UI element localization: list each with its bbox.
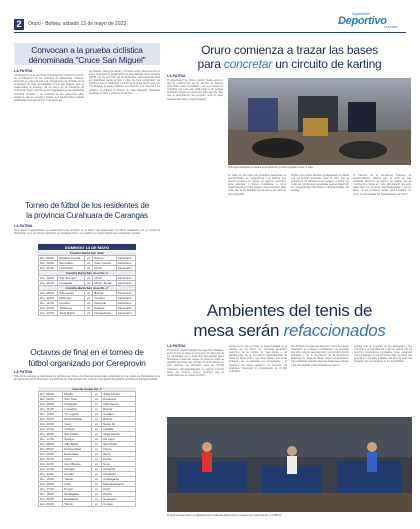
table-cell: Bolívar	[102, 417, 136, 422]
table-cell: vs.	[86, 256, 91, 260]
table-cell: Hrs. 19:00	[39, 497, 63, 502]
table-cell: Hrs. 13:00	[39, 311, 58, 316]
table-cell: Caracollo	[102, 472, 136, 477]
cycling-body-col2: La, Damas (categoría única) y Ciclistas entre categorías de 16 años. La prueba se desarrollará en la modalidad Cross Country (MTB) con un recorrido de 16 kilómetros cada categoría para ser habilitada según el tipo y nivel de cada competidor, las inscripciones se realizarán a partir de la fecha previo pago de 5 bolivianos, al mismo teléfono de contacto. Con relación a los premios, el primero al tercero de cada categoría obtendrán medallas, trofeos y premios en efectivo.	[89, 70, 160, 95]
tenis-title-pre: mesa serán	[193, 321, 284, 340]
table-cell: Hrs. 11:00	[39, 407, 63, 412]
tenis-body-col2: Situación de que los tenis de mesa trabajan en el cambio de los pisos del principal escenario deportivo de la ciudad, la cual afecta a las instalaciones de la Asociación Departamental de Tenis de Mesa Oruro, que hace tiempo que viene pidiendo que se atiendan sus necesidades y la refacción de estos espacios, el proyecto de refacción contempla un presupuesto de 19.500 bolivianos.	[229, 345, 287, 373]
table-row	[39, 296, 136, 301]
football-source: LA PATRIA	[14, 224, 33, 228]
table-cell: Hrs. 10:00	[39, 296, 58, 301]
table-cell: vs.	[92, 432, 102, 437]
page-header	[14, 12, 406, 32]
table-cell: vs.	[92, 407, 102, 412]
octavos-body: Este fin de semana se disputarán los partidos de octavos de final del campeonato organizado por el Centro de Residentes de la Provincia Saucarí (Cereprovin). La directiva de esta entidad, hizo conocer el programa de partidos que tiene el siguiente detalle.	[14, 375, 160, 382]
table-row	[39, 291, 136, 296]
table-row	[39, 502, 136, 507]
table-cell: vs.	[86, 276, 91, 280]
table-cell: Hrs. 13:00	[39, 467, 63, 472]
table-cell: Bolívar	[102, 407, 136, 412]
table-cell: Hrs. 17:00	[39, 487, 63, 492]
table-cell: vs.	[86, 266, 91, 270]
table-cell: La Florida	[58, 266, 85, 271]
table-cell: vs.	[86, 261, 91, 265]
table-row	[39, 301, 136, 306]
table-cell: Tecla Balza	[58, 311, 85, 316]
table-cell: San Martín	[63, 432, 92, 437]
table-cell: Hrs. 09:00	[39, 256, 58, 261]
tenis-body-col1: El Servicio Departamental de Deportes (Sedede), anunció que se tiene un proyecto de refacción de los ambientes en la Casa Sur del estadio Jesús Bermúdez donde las mesas de tenis de mesa se deberán funcionar las oficinas de la asociación de este deporte. La inversión será de 19.500 bolivianos aproximadamente, se espera concluir antes del próximo torneo nacional que se desarrollará en la ciudad de Oruro.	[167, 349, 224, 377]
cycling-title-line2: denominada "Cruce San Miguel"	[28, 55, 146, 65]
table-cell: vs.	[92, 422, 102, 427]
table-cell: Esmeralda	[63, 452, 92, 457]
football-fixture-table	[38, 255, 136, 316]
table-cell: Hrs. 11:00	[39, 301, 58, 306]
table-cell: vs.	[92, 502, 102, 507]
table-cell: Ascensión	[116, 256, 135, 261]
table-row	[39, 266, 136, 271]
tenis-photo-caption: El tenis de mesa tiene su infraestructura bastante deteriorada y requiere ser refaccionada. (La Patria)	[167, 514, 282, 517]
table-section: Cancha Barra San Jose No. 1	[39, 271, 136, 276]
table-cell: Iberia	[102, 452, 136, 457]
tenis-source: LA PATRIA	[167, 344, 186, 348]
table-cell: Tolas Azules	[102, 392, 136, 397]
table-row	[39, 311, 136, 316]
table-cell: Castilla	[102, 427, 136, 432]
tenis-photo-image	[167, 417, 412, 512]
table-cell: Hrs. 08:00	[39, 392, 63, 397]
table-cell: Flores	[102, 447, 136, 452]
table-cell: Hrs. 11:00	[39, 266, 58, 271]
table-cell: Villa Belén	[63, 442, 92, 447]
table-cell: Ascensión	[116, 296, 135, 301]
table-cell: Eucaliptus	[63, 497, 92, 502]
table-cell: vs.	[92, 472, 102, 477]
article-cycling	[14, 43, 160, 193]
table-cell: vs.	[92, 427, 102, 432]
tenis-title-line2	[167, 321, 412, 341]
table-cell: Cairo	[63, 422, 92, 427]
page-number: 2	[14, 19, 24, 30]
table-cell: Tu Legado	[63, 412, 92, 417]
table-cell: Antofagasta	[102, 477, 136, 482]
brand-main: Deportivo	[338, 15, 387, 27]
table-cell: Hrs. 10:00	[39, 402, 63, 407]
table-cell: Hrs. 09:00	[39, 291, 58, 296]
table-cell: vs.	[92, 417, 102, 422]
octavos-fixture-table	[38, 391, 136, 507]
table-cell: Hrs. 10:00	[39, 261, 58, 266]
table-cell: Hrs. 09:00	[39, 397, 63, 402]
karting-body-col2: Se trata de una obra que permitirá desarrollar el automovilismo de competencia y el karting. Los pilotos orureños no tienen un espacio adecuado para entrenar y deben trasladarse a otros departamentos, lo que genera costos elevados para cada una de las familias que apoyan a sus hijos en esta disciplina.	[228, 174, 286, 196]
tenis-body-col3: Sin embargo se sabe que algunos y tiene un amplio calendario de torneos y actividades y se pretende que este espacio sea mejorado con la refacción del ambiente y de la Asociación de la Federación Boliviana de Tenis de Mesa. Según se estableció, este ambiente requiere mejoras desde hace tiempo y las autoridades comprometieron su apoyo.	[291, 345, 349, 367]
table-cell: Hrs. 16:00	[39, 432, 63, 437]
table-cell: Ascensión	[116, 311, 135, 316]
table-cell: vs.	[86, 311, 91, 315]
table-cell: vs.	[92, 482, 102, 487]
table-cell: Ascensión	[116, 266, 135, 271]
table-cell: Wokman	[58, 296, 85, 301]
table-cell: Hrs. 10:00	[39, 276, 58, 281]
karting-photo-caption: Seis departamentos ya tienen su kartódromo y Oruro requiere tener el suyo.	[228, 166, 314, 169]
table-cell: Bolívar	[93, 291, 116, 296]
karting-title-post: un circuito de karting	[272, 57, 382, 71]
table-cell: Sucapata	[63, 402, 92, 407]
karting-photo-image	[228, 78, 411, 165]
table-cell: Pampa Real	[63, 447, 92, 452]
karting-source: LA PATRIA	[167, 74, 186, 78]
football-title-line2: la provincia Curahuara de Carangas	[26, 211, 148, 220]
table-cell: Cruz Blanca	[63, 462, 92, 467]
table-cell: San Pedro	[102, 442, 136, 447]
table-cell: Hrs. 14:00	[39, 422, 63, 427]
table-cell: Urkupiña	[102, 467, 136, 472]
table-cell: vs.	[92, 462, 102, 467]
tenis-photo	[167, 417, 412, 512]
octavos-table-title: Cancha Amber No. 2	[38, 387, 136, 391]
table-cell: Hrs. 15:00	[39, 427, 63, 432]
table-row	[39, 306, 136, 311]
table-cell: Toledo	[63, 477, 92, 482]
table-section: Cancha Barra San Jose No. 2	[39, 286, 136, 291]
table-cell: Hrs. 15:00	[39, 477, 63, 482]
table-row	[39, 256, 136, 261]
table-cell: Poopó	[63, 487, 92, 492]
table-cell: Mojilla	[63, 392, 92, 397]
table-cell: Santa Fe	[102, 422, 136, 427]
table-cell: vs.	[92, 477, 102, 482]
table-cell: Condor	[63, 472, 92, 477]
karting-title-line1: Oruro comienza a trazar las bases	[201, 43, 378, 57]
table-cell: Villa Hueco	[102, 402, 136, 407]
table-cell: Hrs. 11:00	[39, 457, 63, 462]
table-cell: Ibuong	[93, 256, 116, 261]
table-cell: Inti Yapu	[102, 437, 136, 442]
table-cell: Hrs. 09:00	[39, 447, 63, 452]
article-octavos	[14, 347, 160, 517]
table-cell: vs.	[92, 442, 102, 447]
table-cell: vs.	[92, 452, 102, 457]
table-cell: Pazña	[102, 492, 136, 497]
table-cell: Peñas	[102, 457, 136, 462]
table-cell: Hrs. 20:00	[39, 502, 63, 507]
table-row	[39, 261, 136, 266]
dateline: Oruro - Bolivia, sábado 13 de mayo de 2023	[28, 21, 127, 27]
table-cell: Ascensión	[116, 301, 135, 306]
table-cell: Cordero	[93, 296, 116, 301]
table-cell: Challapata	[63, 492, 92, 497]
karting-photo	[228, 78, 411, 165]
table-cell: Pisonkuwa	[58, 291, 85, 296]
table-cell: Hrs. 12:00	[39, 306, 58, 311]
article-karting	[167, 43, 412, 213]
table-cell: vs.	[92, 412, 102, 417]
article-tenis	[167, 301, 412, 521]
table-cell: Hrs. 16:00	[39, 482, 63, 487]
tenis-body-col4: Agregó que el proyecto ya fue entregado y fue conocido a la Gobernación y que se cuenta con los recursos económicos necesarios para comenzar con los trabajos en los próximos días, se prevé que la obra se concluirá a finales del mes de junio del presente año en beneficio de los deportistas.	[354, 345, 412, 364]
table-cell: Unión	[93, 276, 116, 281]
karting-title-line2	[167, 57, 412, 71]
table-cell: Achaya	[63, 427, 92, 432]
tenis-title-line1: Ambientes del tenis de	[206, 301, 373, 320]
table-cell: vs.	[86, 291, 91, 295]
table-cell: Cordero	[58, 301, 85, 306]
header-rule	[14, 32, 406, 33]
table-cell: vs.	[92, 402, 102, 407]
karting-body-col4: El director de la Asociación Orureña de Automovilismo, explicó que la obra es una demanda histórica del sector. Se estima que la construcción tenga un costo aproximado que será financiado con recursos departamentales y que se inicie en los próximos meses para beneficio de todos los deportistas del departamento de Oruro.	[353, 174, 411, 196]
table-cell: vs.	[92, 497, 102, 502]
table-cell: vs.	[92, 397, 102, 402]
table-cell: vs.	[86, 301, 91, 305]
karting-title-highlight: concretar	[223, 57, 273, 71]
table-cell: Machacamarca	[102, 482, 136, 487]
table-cell: Soracachi	[102, 497, 136, 502]
table-row	[39, 281, 136, 286]
table-cell: Tacahuay	[58, 306, 85, 311]
football-table-title: DOMINGO 14 DE MAYO	[64, 244, 110, 250]
table-cell: vs.	[92, 392, 102, 397]
octavos-source: LA PATRIA	[14, 370, 33, 374]
table-cell: Hrs. 08:00	[39, 442, 63, 447]
table-cell: Hrs. 11:00	[39, 281, 58, 286]
table-cell: Hrs. 17:00	[39, 437, 63, 442]
brand-logo	[332, 12, 406, 30]
table-cell: Hrs. 14:00	[39, 472, 63, 477]
table-cell: Hrs. 18:00	[39, 492, 63, 497]
table-cell: Chuquichuru	[93, 311, 116, 316]
table-cell: Nacional	[93, 301, 116, 306]
table-cell: vs.	[92, 437, 102, 442]
tenis-title-highlight: refaccionados	[283, 321, 386, 340]
table-cell: Coyapata	[58, 281, 85, 286]
table-cell: San Juan	[63, 397, 92, 402]
football-title-line1: Torneo de fútbol de los residentes de	[25, 201, 149, 210]
table-cell: vs.	[86, 296, 91, 300]
football-body: Intercambio comprometido se desarrollará este domingo en el marco del campeonato de fútbol organizado por el Centro de Residentes de la provincia Curahuara de Carangas Oruro. Los partidos se desarrollarán bajo el siguiente detalle.	[14, 229, 160, 236]
karting-title-pre: para	[197, 57, 224, 71]
karting-body-col3: Explicó que según estudios preliminares se cuenta con un terreno adecuado para la obra, que se ubicará en las afueras de la ciudad y contará con todas las condiciones necesarias para el desarrollo de competencias nacionales e internacionales del karting.	[291, 174, 349, 193]
brand-small: Suplemento	[352, 12, 371, 16]
table-cell: vs.	[86, 306, 91, 310]
table-cell: Ascensión	[116, 306, 135, 311]
table-cell: Corque	[102, 502, 136, 507]
table-cell: The Stronger	[58, 276, 85, 281]
article-football-curahuara	[14, 201, 160, 351]
table-cell: vs.	[92, 457, 102, 462]
table-cell: Ascensión	[116, 291, 135, 296]
table-cell: Obrajes	[63, 467, 92, 472]
table-cell: Hrs. 13:00	[39, 417, 63, 422]
table-cell: Unión	[93, 266, 116, 271]
table-cell: Juan Condor	[93, 261, 116, 266]
table-cell: Dreamers	[102, 397, 136, 402]
table-cell: Hrs. 12:00	[39, 462, 63, 467]
table-cell: vs.	[92, 487, 102, 492]
table-cell: vs.	[92, 467, 102, 472]
table-cell: Ascensión	[116, 261, 135, 266]
football-table-subtitle: Cancha Santa San Juan	[38, 251, 136, 255]
table-cell: Ayuta	[63, 457, 92, 462]
table-cell: Totora	[63, 502, 92, 507]
table-cell: Sora	[102, 462, 136, 467]
table-cell: Ascensión	[116, 276, 135, 281]
table-cell: Sabaya	[93, 306, 116, 311]
table-cell: Rosario Central	[58, 256, 85, 261]
karting-body-col1: El gobernador de Oruro, Johnny Vedia, anunció que la construcción de un circuito de karting para Oruro está concretando y en poco tiempo se cumplirá con todo que dará lugar a un parque automotor donde se practicará este deporte. Dijo que la autorización del proyecto será un paso fundamental para el departamento.	[167, 79, 223, 101]
table-cell: Sucayo	[63, 437, 92, 442]
table-cell: Rana Zabala	[63, 417, 92, 422]
table-cell: Lumahua	[63, 407, 92, 412]
table-cell: Ascensión	[116, 281, 135, 286]
cycling-body-col1: La dirigencia de la Asociación Municipal de Ciclismo de Oruro en coordinación con los vecinales de Ambarrada, Cabrera, anuncian la convocatoria a la competencia de ciclismo en la modalidad de ruta denominada Cruce San Miguel, que se desarrollará el domingo 28 de mayo en el municipio de Soracachi. Según informe de los organizadores, las ganadoras recibirán premios, y se confirma en las categorías elite, master a, sub 23, juvenil y damas. Las inscripciones estarán habilitadas en la asociación el día lunes 29.	[14, 74, 84, 102]
table-cell: San Isidro	[58, 261, 85, 266]
table-cell: vs.	[92, 492, 102, 497]
octavos-title-line1: Octavos de final en el torneo de	[30, 347, 144, 357]
table-cell: Cordero	[102, 412, 136, 417]
table-cell: vs.	[86, 281, 91, 285]
octavos-title-line2: fútbol organizado por Cereprovin	[28, 358, 146, 368]
table-cell: Hrs. 10:00	[39, 452, 63, 457]
table-cell: Hrs. 12:00	[39, 412, 63, 417]
table-cell: Tolas Azules	[102, 432, 136, 437]
table-cell: Huari	[102, 487, 136, 492]
cycling-title-line1: Convocan a la prueba ciclística	[31, 45, 143, 55]
table-cell: Union Jamac	[93, 281, 116, 286]
table-row	[39, 276, 136, 281]
brand-tag: LA PATRIA	[384, 25, 398, 29]
cycling-source: LA PATRIA	[14, 69, 33, 73]
table-cell: vs.	[92, 447, 102, 452]
table-cell: Vinto	[63, 482, 92, 487]
